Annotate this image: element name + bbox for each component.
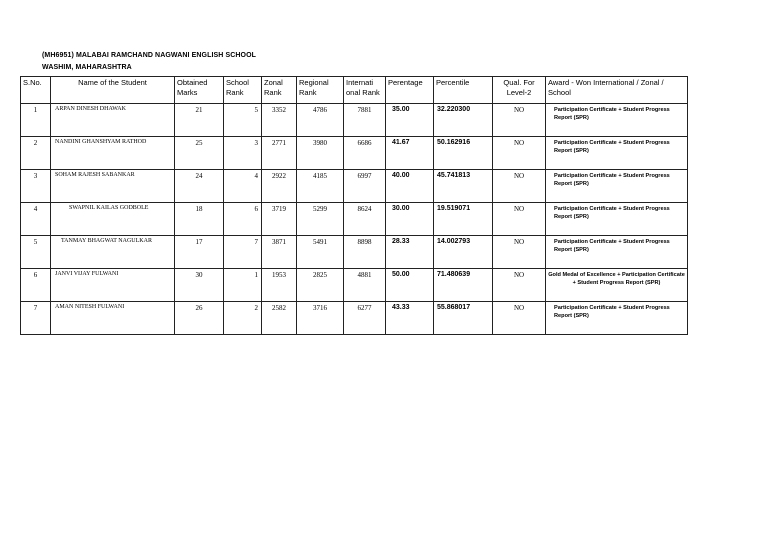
cell-sno: 3 — [21, 170, 51, 203]
cell-percentage: 43.33 — [386, 302, 434, 335]
col-header-school-rank: School Rank — [224, 77, 262, 104]
cell-name: NANDINI GHANSHYAM RATHOD — [51, 137, 175, 170]
cell-award: Gold Medal of Excellence + Participation Certificate + Student Progress Report (SPR) — [546, 269, 688, 302]
cell-marks: 25 — [175, 137, 224, 170]
table-row — [21, 104, 688, 137]
col-header-marks: Obtained Marks — [175, 77, 224, 104]
table-row — [21, 203, 688, 236]
cell-regional-rank: 2825 — [297, 269, 344, 302]
school-location: WASHIM, MAHARASHTRA — [42, 64, 132, 71]
cell-regional-rank: 4786 — [297, 104, 344, 137]
cell-award: Participation Certificate + Student Progress Report (SPR) — [546, 236, 688, 269]
cell-percentage: 41.67 — [386, 137, 434, 170]
table-row — [21, 269, 688, 302]
cell-award: Participation Certificate + Student Progress Report (SPR) — [546, 203, 688, 236]
col-header-name: Name of the Student — [51, 77, 175, 104]
cell-school-rank: 4 — [224, 170, 262, 203]
col-header-zonal-rank: Zonal Rank — [262, 77, 297, 104]
cell-sno: 7 — [21, 302, 51, 335]
cell-percentile: 50.162916 — [434, 137, 493, 170]
cell-qual: NO — [493, 203, 546, 236]
cell-name: SWAPNIL KAILAS GODBOLE — [51, 203, 175, 236]
cell-marks: 30 — [175, 269, 224, 302]
cell-qual: NO — [493, 137, 546, 170]
cell-name: ARPAN DINESH DHAWAK — [51, 104, 175, 137]
cell-marks: 17 — [175, 236, 224, 269]
cell-sno: 5 — [21, 236, 51, 269]
cell-percentile: 19.519071 — [434, 203, 493, 236]
cell-sno: 6 — [21, 269, 51, 302]
header-row — [21, 77, 688, 104]
cell-intl-rank: 6686 — [344, 137, 386, 170]
cell-zonal-rank: 3871 — [262, 236, 297, 269]
cell-percentile: 55.868017 — [434, 302, 493, 335]
cell-qual: NO — [493, 269, 546, 302]
cell-school-rank: 7 — [224, 236, 262, 269]
table-row — [21, 137, 688, 170]
cell-intl-rank: 8898 — [344, 236, 386, 269]
cell-sno: 1 — [21, 104, 51, 137]
results-table — [20, 76, 688, 335]
cell-percentile: 32.220300 — [434, 104, 493, 137]
cell-intl-rank: 8624 — [344, 203, 386, 236]
cell-intl-rank: 6277 — [344, 302, 386, 335]
cell-percentage: 40.00 — [386, 170, 434, 203]
cell-school-rank: 6 — [224, 203, 262, 236]
cell-school-rank: 1 — [224, 269, 262, 302]
cell-school-rank: 3 — [224, 137, 262, 170]
cell-percentile: 71.480639 — [434, 269, 493, 302]
cell-percentage: 50.00 — [386, 269, 434, 302]
table-row — [21, 170, 688, 203]
cell-zonal-rank: 2771 — [262, 137, 297, 170]
col-header-regional-rank: Regional Rank — [297, 77, 344, 104]
cell-marks: 26 — [175, 302, 224, 335]
cell-name: TANMAY BHAGWAT NAGULKAR — [51, 236, 175, 269]
cell-sno: 4 — [21, 203, 51, 236]
cell-zonal-rank: 2582 — [262, 302, 297, 335]
cell-name: JANVI VIJAY FULWANI — [51, 269, 175, 302]
col-header-sno: S.No. — [21, 77, 51, 104]
cell-percentage: 30.00 — [386, 203, 434, 236]
col-header-intl-rank: Internati onal Rank — [344, 77, 386, 104]
col-header-award: Award - Won International / Zonal / School — [546, 77, 688, 104]
cell-percentage: 35.00 — [386, 104, 434, 137]
cell-regional-rank: 4185 — [297, 170, 344, 203]
cell-zonal-rank: 3352 — [262, 104, 297, 137]
cell-qual: NO — [493, 104, 546, 137]
cell-award: Participation Certificate + Student Progress Report (SPR) — [546, 170, 688, 203]
cell-qual: NO — [493, 302, 546, 335]
cell-sno: 2 — [21, 137, 51, 170]
table-row — [21, 236, 688, 269]
cell-intl-rank: 4881 — [344, 269, 386, 302]
table-row — [21, 302, 688, 335]
cell-intl-rank: 7881 — [344, 104, 386, 137]
cell-percentage: 28.33 — [386, 236, 434, 269]
cell-award: Participation Certificate + Student Progress Report (SPR) — [546, 302, 688, 335]
cell-name: AMAN NITESH FULWANI — [51, 302, 175, 335]
cell-regional-rank: 5491 — [297, 236, 344, 269]
cell-school-rank: 5 — [224, 104, 262, 137]
cell-award: Participation Certificate + Student Progress Report (SPR) — [546, 104, 688, 137]
cell-regional-rank: 3980 — [297, 137, 344, 170]
cell-zonal-rank: 3719 — [262, 203, 297, 236]
cell-award: Participation Certificate + Student Progress Report (SPR) — [546, 137, 688, 170]
cell-qual: NO — [493, 170, 546, 203]
cell-qual: NO — [493, 236, 546, 269]
cell-percentile: 14.002793 — [434, 236, 493, 269]
cell-zonal-rank: 2922 — [262, 170, 297, 203]
cell-intl-rank: 6997 — [344, 170, 386, 203]
col-header-qual: Qual. For Level-2 — [493, 77, 546, 104]
col-header-percentile: Percentile — [434, 77, 493, 104]
cell-regional-rank: 5299 — [297, 203, 344, 236]
cell-marks: 24 — [175, 170, 224, 203]
col-header-percentage: Perentage — [386, 77, 434, 104]
school-name: (MH6951) MALABAI RAMCHAND NAGWANI ENGLISH SCHOOL — [42, 52, 257, 59]
cell-name: SOHAM RAJESH SABANKAR — [51, 170, 175, 203]
cell-regional-rank: 3716 — [297, 302, 344, 335]
cell-marks: 18 — [175, 203, 224, 236]
cell-percentile: 45.741813 — [434, 170, 493, 203]
cell-zonal-rank: 1953 — [262, 269, 297, 302]
cell-school-rank: 2 — [224, 302, 262, 335]
cell-marks: 21 — [175, 104, 224, 137]
